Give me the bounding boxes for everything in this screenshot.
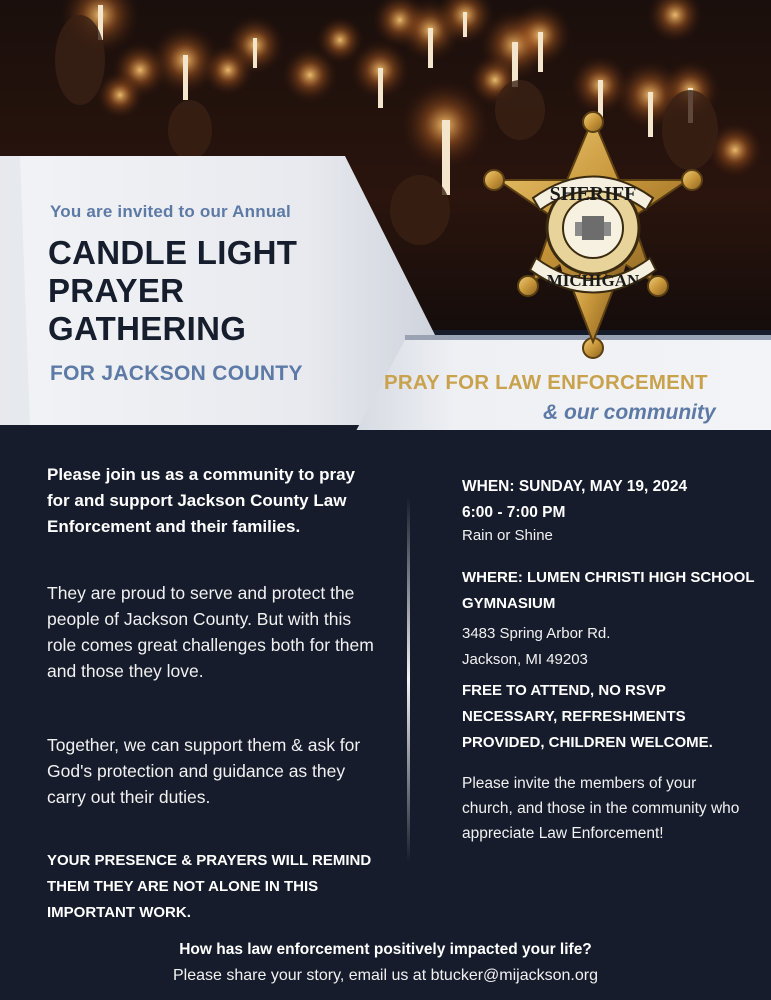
invite-line: You are invited to our Annual — [50, 202, 291, 221]
footer-share-line: Please share your story, email us at btucker@mijackson.org — [172, 967, 598, 984]
column-divider — [407, 497, 410, 862]
rain-or-shine: Rain or Shine — [462, 527, 553, 544]
footer-question: How has law enforcement positively impacted your life? — [179, 941, 592, 958]
invite-paragraph: Please invite the members of your church, and those in the community who appreciate Law Enforcement! — [462, 775, 740, 842]
title-line-2: PRAYER — [48, 272, 185, 309]
paragraph-2: Together, we can support them & ask for God's protection and guidance as they carry out their duties. — [47, 735, 361, 807]
paragraph-1: They are proud to serve and protect the people of Jackson County. But with this role comes great challenges both for them and those they love. — [47, 583, 374, 681]
event-time: 6:00 - 7:00 PM — [462, 504, 566, 521]
and-our-community: & our community — [543, 401, 716, 424]
badge-bottom-text: MICHIGAN — [546, 271, 640, 290]
county-subtitle: FOR JACKSON COUNTY — [50, 362, 303, 385]
event-details: FREE TO ATTEND, NO RSVP NECESSARY, REFRESHMENTS PROVIDED, CHILDREN WELCOME. — [462, 682, 713, 751]
badge-top-text: SHERIFF — [549, 183, 637, 205]
pray-for-law-enforcement: PRAY FOR LAW ENFORCEMENT — [384, 371, 708, 394]
address-line-2: Jackson, MI 49203 — [462, 651, 588, 668]
lead-paragraph: Please join us as a community to pray for and support Jackson County Law Enforcement and their families. — [47, 465, 355, 536]
event-location: WHERE: LUMEN CHRISTI HIGH SCHOOL GYMNASIUM — [462, 569, 755, 612]
title-line-3: GATHERING — [48, 310, 247, 347]
title-line-1: CANDLE LIGHT — [48, 234, 298, 271]
event-date: WHEN: SUNDAY, MAY 19, 2024 — [462, 478, 688, 495]
address-line-1: 3483 Spring Arbor Rd. — [462, 625, 611, 642]
closing-statement: YOUR PRESENCE & PRAYERS WILL REMIND THEM THEY ARE NOT ALONE IN THIS IMPORTANT WORK. — [47, 852, 372, 921]
sheriff-badge — [478, 110, 708, 360]
